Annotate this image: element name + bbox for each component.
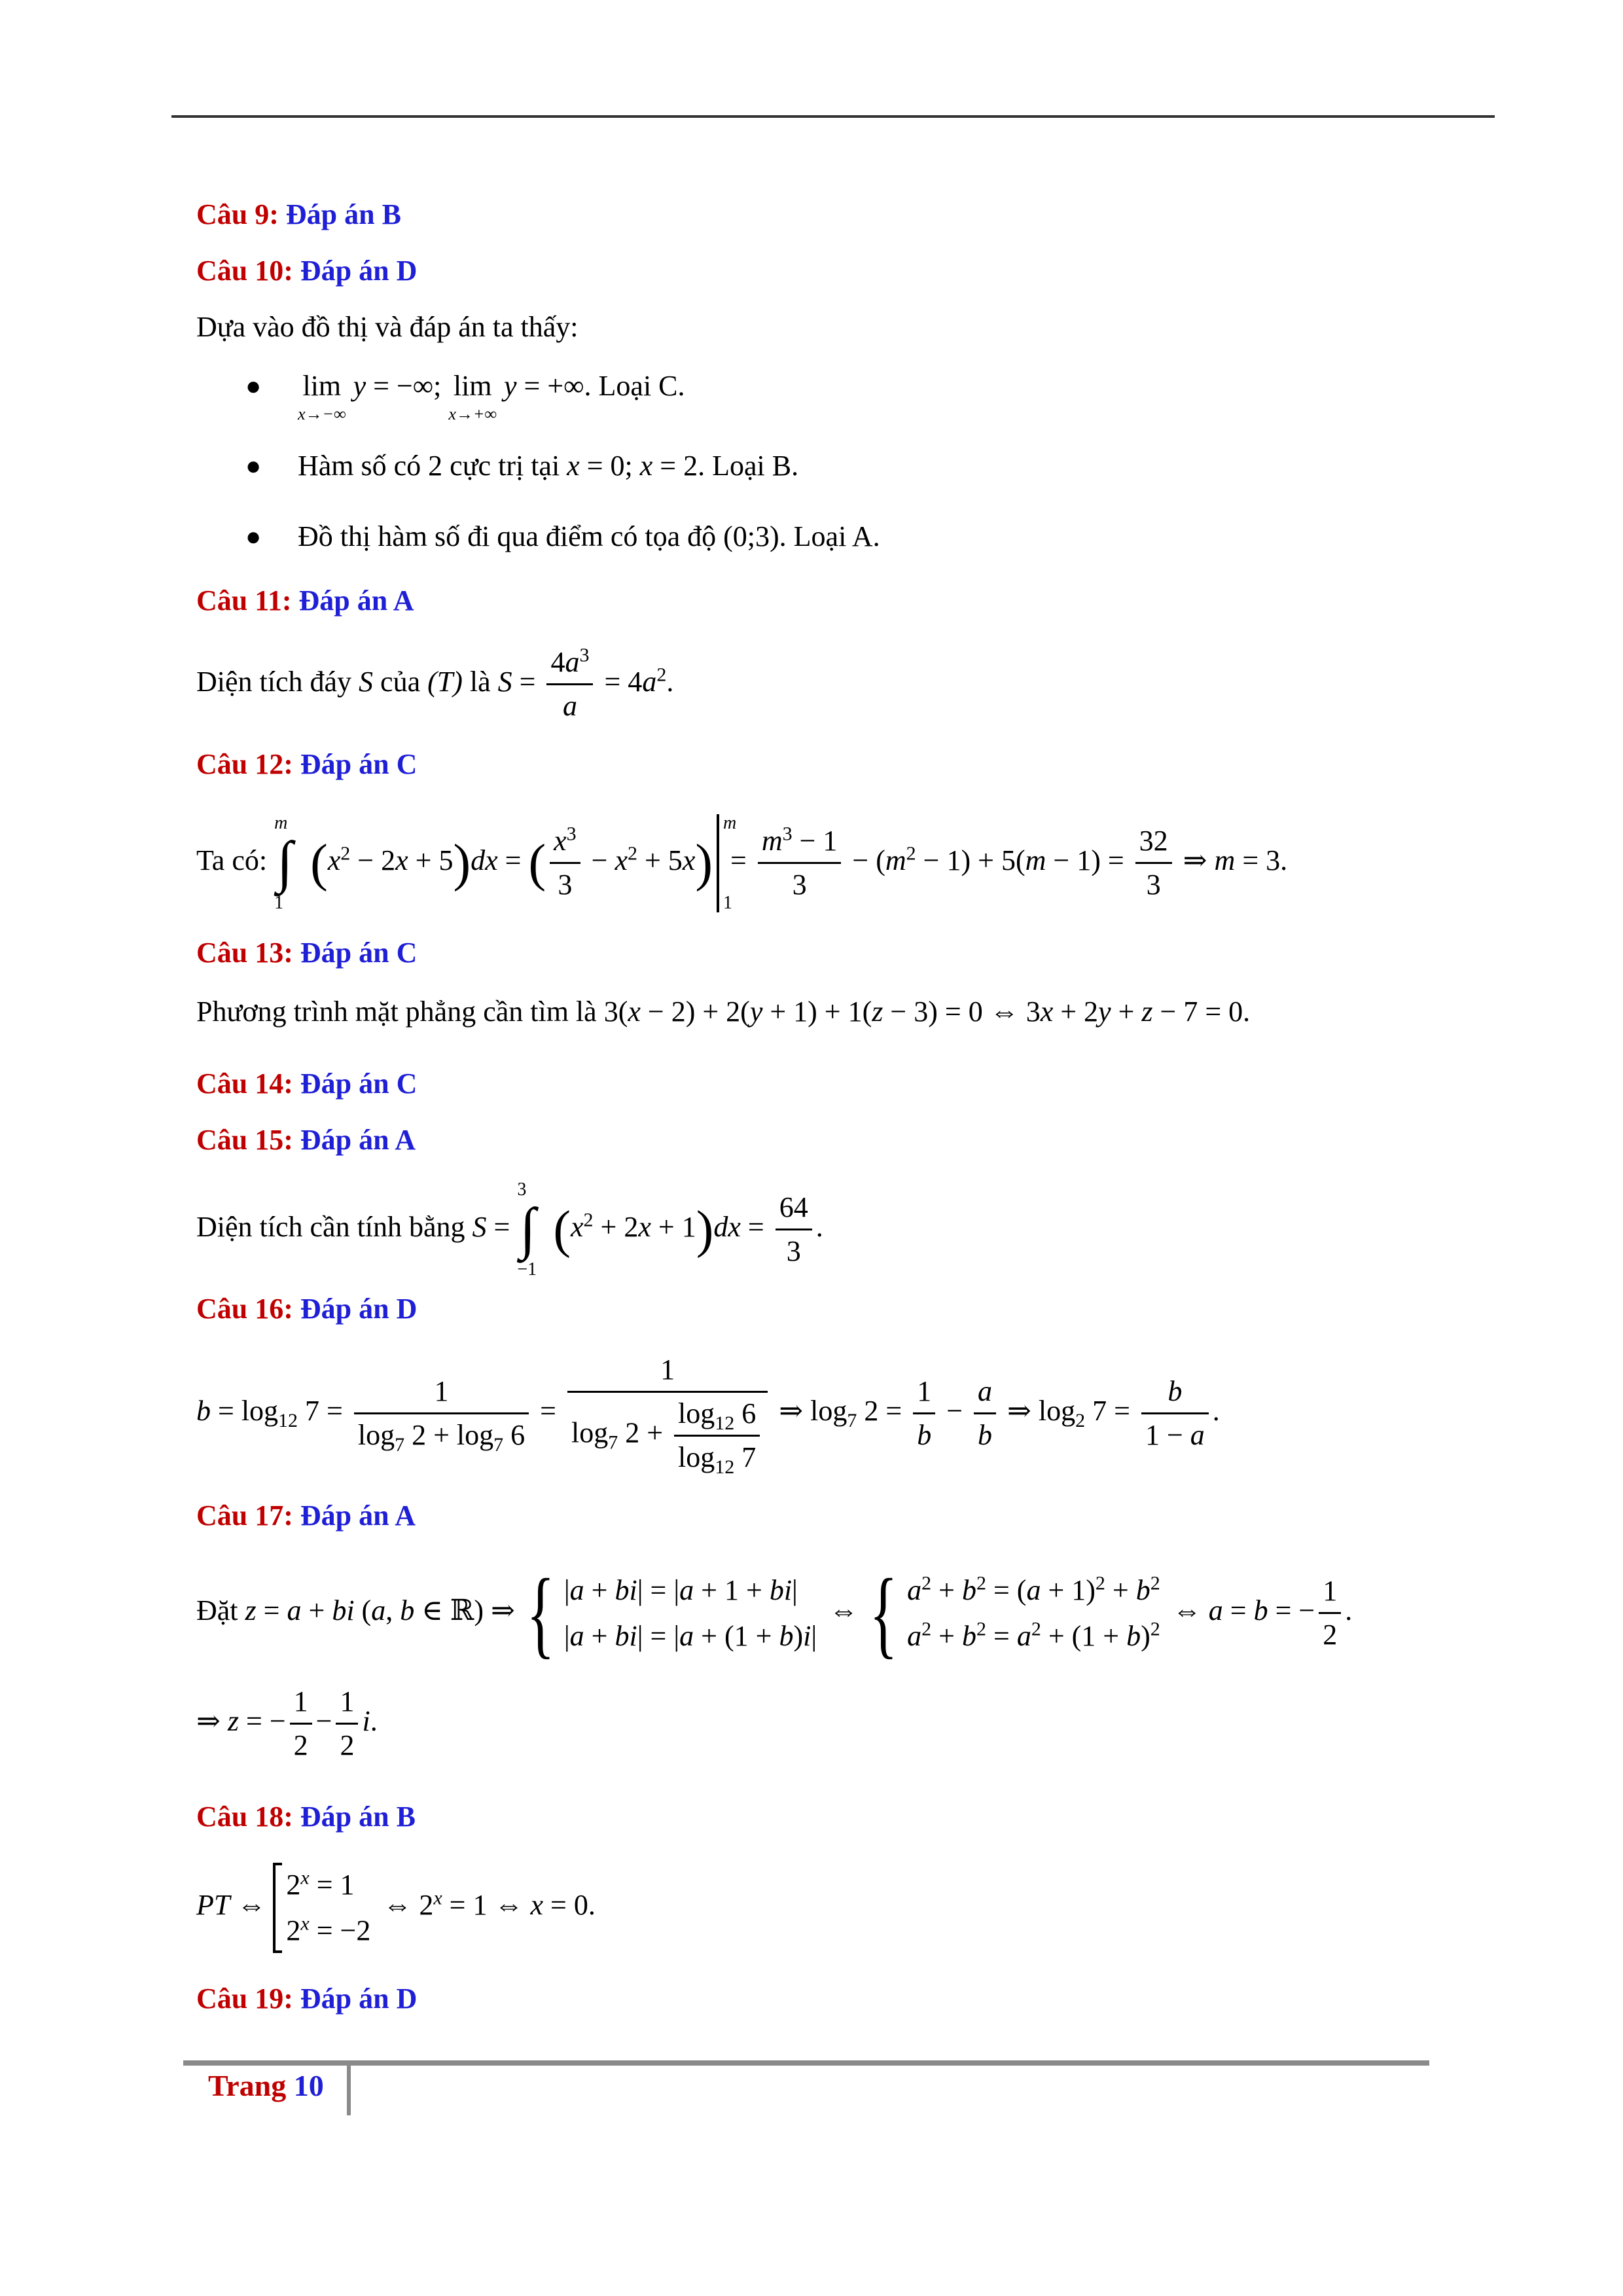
q14-heading [196,1064,417,1103]
bracket-left [273,1863,282,1953]
q10-bullet-1: lim x→−∞ y = −∞; lim x→+∞ y = +∞. Loại C. [298,367,685,423]
q12-heading [196,745,417,784]
q11-text-of: của [380,666,421,698]
bullet-icon: ● [245,371,262,401]
brace-left: { [526,1558,555,1668]
bullet-icon: ● [245,451,262,480]
fraction: $\frac{a}{b}$ [974,1371,996,1456]
q18-heading [196,1797,416,1837]
q12-text: Ta có: [196,844,268,876]
q10-bullet-2: Hàm số có 2 cực trị tại x = 0; x = 2. Loại B. [298,450,799,482]
fraction: $\frac{b}{1 - a}$ [1141,1371,1209,1456]
footer-rule [183,2060,1429,2066]
q17-answer: Đáp án A [300,1499,416,1532]
fraction: $\frac{4a^3}{a}$ [546,641,593,727]
q9-label: Câu 9: [196,198,279,230]
fraction: 1 $\log_7 2$ + $\frac{\log_{12} 6}{\log_{12} 7}$ [567,1349,768,1479]
q19-answer: Đáp án D [300,1982,418,2015]
q15-formula-line: Diện tích cần tính bằng S = 3 ∫ −1 $(x^2 + 2x + 1)dx$ = $\frac{64}{3}$ . [196,1179,823,1280]
q10-heading [196,251,417,291]
limit-minus-inf: lim x→−∞ [298,370,346,423]
fraction: $\frac{32}{3}$ [1135,820,1172,906]
q13-formula-line: Phương trình mặt phẳng cần tìm là 3(x − 2) + 2(y + 1) + 1(z − 3) = 0 ⇔ 3x + 2y + z − 7 = 0. [196,996,1251,1028]
equation-system: $a^2 + b^2 = (a + 1)^2 + b^2$ $a^2 + b^2 = a^2 + (1 + b)^2$ [907,1572,1160,1652]
q11-label: Câu 11: [196,584,292,617]
q11-heading [196,581,414,620]
q15-answer: Đáp án A [300,1124,416,1156]
q16-answer: Đáp án D [300,1293,418,1325]
q17-label: Câu 17: [196,1499,293,1532]
q17-formula-line: Đặt z = a + bi (a, b ∈ ℝ) ⇒ { |a + bi| = |a + 1 + bi| |a + bi| = |a + (1 + b)i| ⇔ { $a^2 + b^2 = (a + 1)^2 + b^2$ $a^2 + b^2 = a^2 + (1 + b)^2$ ⇔ a = b = − $\frac{1}{2}$ . [196,1558,1353,1668]
fraction: $\frac{m^3 - 1}{3}$ [758,820,842,906]
q11-text-t: (T) [427,666,463,698]
q12-answer: Đáp án C [300,748,418,780]
equation-system: $2^x = 1$ $2^x = -2$ [286,1867,371,1946]
q18-label: Câu 18: [196,1801,293,1833]
q11-text: Diện tích đáy [196,666,352,698]
q10-answer: Đáp án D [300,255,418,287]
q13-text: Phương trình mặt phẳng cần tìm là [196,996,597,1028]
q10-b2-end: Loại B. [712,450,799,482]
q13-label: Câu 13: [196,937,293,969]
q17-text: Đặt [196,1594,238,1626]
fraction: $\frac{1}{2}$ [1319,1570,1341,1656]
bullet-icon: ● [245,522,262,551]
q15-label: Câu 15: [196,1124,293,1156]
q13-answer: Đáp án C [300,937,418,969]
integral-sign: m ∫ 1 [274,812,293,913]
integral-sign: 3 ∫ −1 [517,1179,537,1280]
q16-label: Câu 16: [196,1293,293,1325]
q9-heading [196,195,401,234]
q16-formula-line: $b = \log_{12} 7$ = $\frac{1}{\log_7 2 + \log_7 6}$ = 1 $\log_7 2$ + $\frac{\log_{12} 6}{\log_{12} 7}$ ⇒ $\log_7 2$ = $\frac{1}{b}$ − $\frac{a}{b}$ ⇒ $\log_2 7$ = $\frac{b}{1 - a}$ . [196,1346,1220,1477]
q10-b3-text: Đồ thị hàm số đi qua điểm có tọa độ [298,520,717,552]
q10-b3-end: Loại A. [793,520,880,552]
brace-left: { [869,1558,898,1668]
fraction: $\frac{64}{3}$ [776,1187,812,1272]
q10-label: Câu 10: [196,255,293,287]
fraction: $\frac{1}{2}$ [290,1681,312,1767]
footer-label: Trang [208,2069,287,2102]
q19-label: Câu 19: [196,1982,293,2015]
q18-answer: Đáp án B [300,1801,416,1833]
q12-label: Câu 12: [196,748,293,780]
page-number: 10 [293,2069,324,2102]
q12-formula-line: Ta có: m ∫ 1 $(x^2 - 2x + 5)dx$ = ( $\frac{x^3}{3}$ − $x^2 + 5x$) m 1 = $\frac{m^3 - 1}{3}$ − $(m^2 - 1) + 5(m - 1)$ = $\frac{32}{3}$ ⇒ m = 3. [196,812,1288,913]
q17-heading [196,1496,416,1535]
page-footer [208,2068,324,2103]
equation-system: |a + bi| = |a + 1 + bi| |a + bi| = |a + (1 + b)i| [563,1573,817,1652]
q11-formula-line: Diện tích đáy S của (T) là S = $\frac{4a^3}{a}$ = $4a^2$. [196,637,673,726]
q11-answer: Đáp án A [298,584,414,617]
fraction: $\frac{1}{\log_7 2 + \log_7 6}$ [354,1371,529,1456]
q14-label: Câu 14: [196,1067,293,1100]
q17-result-line: ⇒ z = − $\frac{1}{2}$ − $\frac{1}{2}$ i. [196,1676,378,1767]
fraction: $\frac{1}{b}$ [913,1371,935,1456]
q14-answer: Đáp án C [300,1067,418,1100]
top-rule [171,115,1495,118]
q10-intro: Dựa vào đồ thị và đáp án ta thấy: [196,311,579,343]
q13-heading [196,933,417,973]
q15-heading [196,1121,416,1160]
q10-b1-text: Loại C. [598,370,685,402]
q18-formula-line: PT ⇔ $2^x = 1$ $2^x = -2$ ⇔ $2^x = 1$ ⇔ x = 0. [196,1856,596,1954]
q11-text-is: là [469,666,491,698]
q9-answer: Đáp án B [285,198,401,230]
q10-b2-text: Hàm số có 2 cực trị tại [298,450,560,482]
q19-heading [196,1979,417,2018]
fraction: $\frac{1}{2}$ [336,1681,358,1767]
q16-heading [196,1289,417,1329]
q10-bullet-3: Đồ thị hàm số đi qua điểm có tọa độ (0;3). Loại A. [298,520,880,552]
fraction: $\frac{x^3}{3}$ [550,820,580,906]
limit-plus-inf: lim x→+∞ [448,370,497,423]
q15-text: Diện tích cần tính bằng [196,1211,465,1243]
evaluation-bar: m 1 [717,814,719,912]
footer-divider [347,2062,351,2115]
